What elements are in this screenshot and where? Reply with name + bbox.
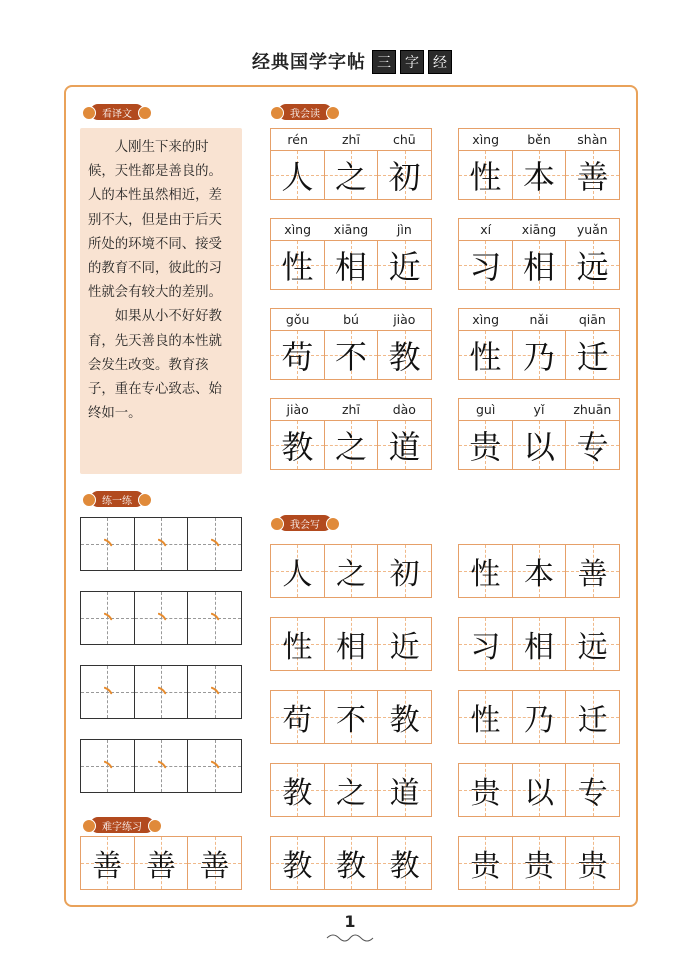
pinyin: xí bbox=[480, 222, 492, 237]
ornament-icon bbox=[325, 932, 375, 944]
pinyin: zhī bbox=[342, 402, 360, 417]
write-cell bbox=[566, 545, 619, 597]
pinyin: nǎi bbox=[529, 312, 549, 327]
practice-cell[interactable] bbox=[81, 592, 135, 644]
write-cell bbox=[271, 545, 325, 597]
stroke-hint-icon bbox=[104, 612, 113, 621]
hanzi: 之 bbox=[335, 158, 368, 196]
write-cell bbox=[378, 545, 431, 597]
practice-row bbox=[80, 517, 242, 571]
char-cell bbox=[566, 421, 619, 469]
hanzi: 以 bbox=[524, 776, 554, 811]
pinyin: běn bbox=[527, 132, 551, 147]
hanzi: 不 bbox=[335, 338, 368, 376]
char-cell bbox=[271, 331, 325, 379]
practice-cell[interactable] bbox=[188, 740, 241, 792]
char-cell bbox=[378, 331, 431, 379]
practice-row bbox=[80, 591, 242, 645]
char-cell bbox=[325, 241, 379, 289]
hanzi: 远 bbox=[576, 248, 609, 286]
write-cell bbox=[271, 764, 325, 816]
hanzi: 习 bbox=[470, 630, 501, 665]
write-cell bbox=[325, 837, 379, 889]
read-group bbox=[458, 218, 620, 290]
hanzi: 贵 bbox=[470, 849, 501, 884]
read-group bbox=[270, 398, 432, 470]
char-cell bbox=[325, 421, 379, 469]
practice-cell[interactable] bbox=[81, 666, 135, 718]
write-cell bbox=[566, 837, 619, 889]
practice-cell[interactable] bbox=[188, 518, 241, 570]
write-cell bbox=[566, 618, 619, 670]
write-cell bbox=[325, 764, 379, 816]
char-cell bbox=[513, 421, 567, 469]
hanzi: 贵 bbox=[577, 849, 608, 884]
write-cell bbox=[325, 545, 379, 597]
hanzi: 不 bbox=[336, 703, 366, 738]
hanzi: 相 bbox=[335, 248, 368, 286]
subtitle-char: 字 bbox=[400, 50, 424, 74]
practice-cell[interactable] bbox=[188, 666, 241, 718]
pinyin: zhuān bbox=[573, 402, 612, 417]
pinyin: jiào bbox=[286, 402, 309, 417]
write-cell bbox=[513, 837, 567, 889]
practice-cell[interactable] bbox=[188, 592, 241, 644]
char-row bbox=[270, 150, 432, 200]
pinyin: xìng bbox=[472, 132, 500, 147]
book-subtitle-badges bbox=[372, 50, 452, 74]
hanzi: 之 bbox=[336, 557, 366, 592]
pinyin: bú bbox=[343, 312, 359, 327]
hanzi: 性 bbox=[470, 557, 501, 592]
read-group bbox=[270, 128, 432, 200]
hanzi: 习 bbox=[469, 248, 502, 286]
pinyin-row bbox=[458, 398, 620, 420]
hanzi: 性 bbox=[282, 630, 313, 665]
page-number: 1 bbox=[344, 912, 356, 931]
write-cell bbox=[325, 618, 379, 670]
write-cell bbox=[513, 618, 567, 670]
hanzi: 乃 bbox=[524, 703, 554, 738]
hanzi: 近 bbox=[388, 248, 421, 286]
hanzi: 教 bbox=[336, 849, 366, 884]
pinyin-row bbox=[270, 398, 432, 420]
write-cell bbox=[271, 618, 325, 670]
write-cell bbox=[378, 764, 431, 816]
hanzi: 之 bbox=[336, 776, 366, 811]
write-cell bbox=[459, 837, 513, 889]
stroke-hint-icon bbox=[211, 760, 220, 769]
hanzi: 相 bbox=[523, 248, 556, 286]
book-title: 经典国学字帖 bbox=[252, 52, 366, 73]
char-cell bbox=[566, 331, 619, 379]
write-cell bbox=[459, 764, 513, 816]
pinyin: jiào bbox=[393, 312, 416, 327]
char-cell bbox=[325, 331, 379, 379]
write-row bbox=[458, 763, 620, 817]
stroke-hint-icon bbox=[211, 612, 220, 621]
practice-cell[interactable] bbox=[135, 592, 189, 644]
pinyin: xìng bbox=[284, 222, 312, 237]
char-cell bbox=[566, 151, 619, 199]
write-cell bbox=[378, 691, 431, 743]
char-row bbox=[458, 150, 620, 200]
pinyin: xiāng bbox=[521, 222, 557, 237]
char-cell bbox=[459, 151, 513, 199]
stroke-hint-icon bbox=[104, 686, 113, 695]
practice-cell[interactable] bbox=[135, 740, 189, 792]
pinyin: gǒu bbox=[285, 312, 310, 327]
read-group bbox=[458, 308, 620, 380]
pinyin: chū bbox=[392, 132, 416, 147]
char-cell bbox=[271, 421, 325, 469]
write-cell bbox=[513, 545, 567, 597]
char-cell bbox=[378, 151, 431, 199]
section-label-practice: 练一练 bbox=[90, 491, 144, 507]
hanzi: 教 bbox=[281, 428, 314, 466]
hard-char: 善 bbox=[146, 849, 176, 884]
write-cell bbox=[513, 691, 567, 743]
pinyin: qiān bbox=[578, 312, 606, 327]
translation-box bbox=[80, 128, 242, 474]
hanzi: 善 bbox=[577, 557, 608, 592]
char-row bbox=[458, 420, 620, 470]
hanzi: 道 bbox=[388, 428, 421, 466]
hanzi: 性 bbox=[470, 703, 501, 738]
pinyin: xìng bbox=[472, 312, 500, 327]
char-cell bbox=[459, 241, 513, 289]
read-group bbox=[458, 398, 620, 470]
char-cell bbox=[566, 241, 619, 289]
stroke-hint-icon bbox=[211, 686, 220, 695]
char-cell bbox=[271, 151, 325, 199]
hanzi: 苟 bbox=[281, 338, 314, 376]
hanzi: 迁 bbox=[577, 703, 608, 738]
hanzi: 贵 bbox=[469, 428, 502, 466]
stroke-hint-icon bbox=[104, 538, 113, 547]
hanzi: 初 bbox=[388, 158, 421, 196]
hanzi: 教 bbox=[389, 849, 420, 884]
practice-cell[interactable] bbox=[135, 518, 189, 570]
stroke-hint-icon bbox=[104, 760, 113, 769]
char-cell bbox=[325, 151, 379, 199]
practice-cell[interactable] bbox=[81, 518, 135, 570]
hanzi: 人 bbox=[282, 557, 313, 592]
hanzi: 教 bbox=[388, 338, 421, 376]
char-cell bbox=[459, 331, 513, 379]
char-cell bbox=[378, 421, 431, 469]
section-label-read: 我会读 bbox=[278, 104, 332, 120]
hanzi: 远 bbox=[577, 630, 608, 665]
hanzi: 本 bbox=[524, 557, 554, 592]
hanzi: 本 bbox=[523, 158, 556, 196]
practice-row bbox=[80, 665, 242, 719]
char-row bbox=[270, 420, 432, 470]
pinyin: zhī bbox=[342, 132, 360, 147]
hanzi: 人 bbox=[281, 158, 314, 196]
stroke-hint-icon bbox=[158, 760, 167, 769]
pinyin-row bbox=[270, 308, 432, 330]
subtitle-char: 经 bbox=[428, 50, 452, 74]
hanzi: 性 bbox=[469, 338, 502, 376]
translation-paragraph: 人刚生下来的时候，天性都是善良的。人的本性虽然相近，差别不大，但是由于后天所处的环境不同、接受的教育不同，彼此的习性就会有较大的差别。 bbox=[88, 140, 222, 301]
pinyin: dào bbox=[392, 402, 416, 417]
translation-paragraph: 如果从小不好好教育，先天善良的本性就会发生改变。教育孩子，重在专心致志、始终如一。 bbox=[88, 309, 222, 422]
practice-row bbox=[80, 739, 242, 793]
practice-cell[interactable] bbox=[135, 666, 189, 718]
pinyin: rén bbox=[287, 132, 308, 147]
hanzi: 性 bbox=[469, 158, 502, 196]
pinyin-row bbox=[270, 128, 432, 150]
subtitle-char: 三 bbox=[372, 50, 396, 74]
char-row bbox=[458, 240, 620, 290]
hard-char: 善 bbox=[199, 849, 230, 884]
hanzi: 专 bbox=[577, 776, 608, 811]
write-row bbox=[458, 617, 620, 671]
stroke-hint-icon bbox=[211, 538, 220, 547]
write-cell bbox=[513, 764, 567, 816]
char-row bbox=[270, 330, 432, 380]
write-cell bbox=[271, 691, 325, 743]
hanzi: 教 bbox=[282, 776, 313, 811]
pinyin-row bbox=[458, 308, 620, 330]
hanzi: 贵 bbox=[470, 776, 501, 811]
char-cell bbox=[513, 331, 567, 379]
write-row bbox=[270, 763, 432, 817]
pinyin-row bbox=[458, 218, 620, 240]
char-row bbox=[458, 330, 620, 380]
write-row bbox=[458, 544, 620, 598]
write-row bbox=[458, 690, 620, 744]
write-row bbox=[270, 617, 432, 671]
write-cell bbox=[378, 618, 431, 670]
hard-char: 善 bbox=[92, 849, 123, 884]
hanzi: 教 bbox=[389, 703, 420, 738]
hanzi: 以 bbox=[523, 428, 556, 466]
hanzi: 教 bbox=[282, 849, 313, 884]
write-row bbox=[270, 690, 432, 744]
pinyin: guì bbox=[475, 402, 496, 417]
hard-char-cell bbox=[188, 837, 241, 889]
read-group bbox=[270, 308, 432, 380]
hanzi: 专 bbox=[576, 428, 609, 466]
hanzi: 相 bbox=[336, 630, 366, 665]
write-cell bbox=[271, 837, 325, 889]
hanzi: 近 bbox=[389, 630, 420, 665]
char-cell bbox=[513, 151, 567, 199]
section-label-hard: 难字练习 bbox=[90, 817, 154, 833]
write-cell bbox=[459, 618, 513, 670]
stroke-hint-icon bbox=[158, 538, 167, 547]
pinyin: jìn bbox=[396, 222, 412, 237]
hanzi: 苟 bbox=[282, 703, 313, 738]
hard-char-cell bbox=[81, 837, 135, 889]
pinyin: yǐ bbox=[533, 402, 545, 417]
write-row bbox=[270, 836, 432, 890]
write-row bbox=[458, 836, 620, 890]
char-cell bbox=[459, 421, 513, 469]
read-group bbox=[458, 128, 620, 200]
pinyin: yuǎn bbox=[576, 222, 608, 237]
hanzi: 迁 bbox=[576, 338, 609, 376]
write-cell bbox=[378, 837, 431, 889]
write-cell bbox=[325, 691, 379, 743]
write-cell bbox=[566, 764, 619, 816]
char-row bbox=[270, 240, 432, 290]
pinyin: xiāng bbox=[333, 222, 369, 237]
practice-cell[interactable] bbox=[81, 740, 135, 792]
hanzi: 初 bbox=[389, 557, 420, 592]
hanzi: 性 bbox=[281, 248, 314, 286]
stroke-hint-icon bbox=[158, 686, 167, 695]
hanzi: 乃 bbox=[523, 338, 556, 376]
write-cell bbox=[459, 691, 513, 743]
hanzi: 道 bbox=[389, 776, 420, 811]
pinyin: shàn bbox=[577, 132, 608, 147]
char-cell bbox=[271, 241, 325, 289]
hanzi: 善 bbox=[576, 158, 609, 196]
hanzi: 之 bbox=[335, 428, 368, 466]
write-cell bbox=[459, 545, 513, 597]
write-row bbox=[270, 544, 432, 598]
hard-char-cell bbox=[135, 837, 189, 889]
hanzi: 贵 bbox=[524, 849, 554, 884]
write-cell bbox=[566, 691, 619, 743]
hanzi: 相 bbox=[524, 630, 554, 665]
section-label-translation: 看译文 bbox=[90, 104, 144, 120]
read-group bbox=[270, 218, 432, 290]
pinyin-row bbox=[458, 128, 620, 150]
section-label-write: 我会写 bbox=[278, 515, 332, 531]
char-cell bbox=[513, 241, 567, 289]
pinyin-row bbox=[270, 218, 432, 240]
stroke-hint-icon bbox=[158, 612, 167, 621]
hard-char-row bbox=[80, 836, 242, 890]
char-cell bbox=[378, 241, 431, 289]
